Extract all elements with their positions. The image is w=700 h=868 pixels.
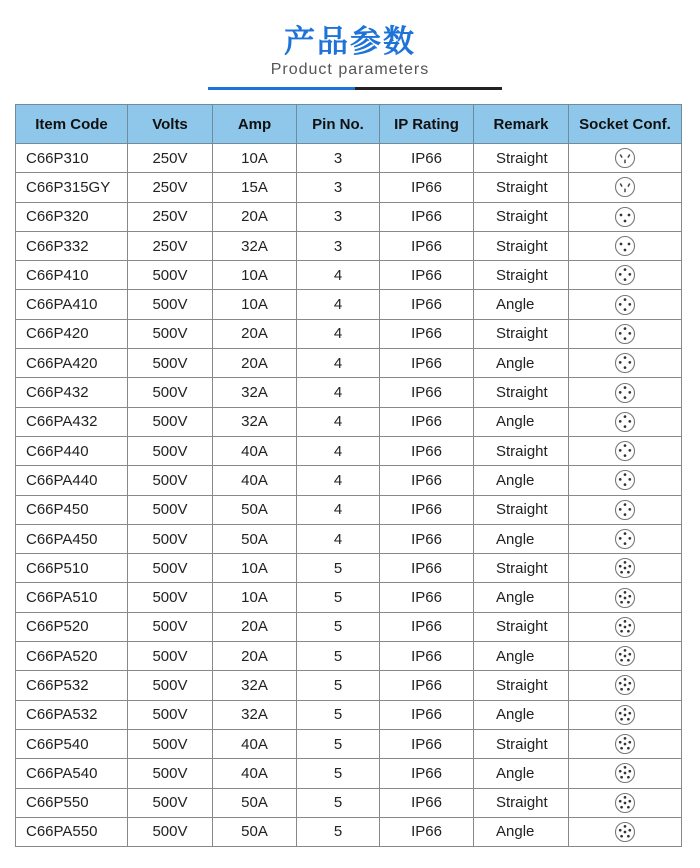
cell-volts: 500V <box>128 788 213 817</box>
cell-item-code: C66PA550 <box>16 817 128 846</box>
socket-5pin-icon <box>614 587 636 609</box>
cell-item-code: C66P320 <box>16 202 128 231</box>
cell-item-code: C66PA510 <box>16 583 128 612</box>
cell-pin-no: 4 <box>297 319 380 348</box>
cell-ip-rating: IP66 <box>380 759 474 788</box>
cell-volts: 500V <box>128 378 213 407</box>
underline-blue-segment <box>208 87 355 90</box>
socket-4pin-icon <box>614 440 636 462</box>
cell-amp: 20A <box>213 202 297 231</box>
cell-item-code: C66PA440 <box>16 466 128 495</box>
cell-ip-rating: IP66 <box>380 319 474 348</box>
cell-volts: 500V <box>128 407 213 436</box>
cell-remark: Angle <box>474 583 569 612</box>
column-header-pin-no: Pin No. <box>297 105 380 144</box>
column-header-amp: Amp <box>213 105 297 144</box>
table-row <box>16 788 682 817</box>
cell-volts: 500V <box>128 290 213 319</box>
cell-ip-rating: IP66 <box>380 495 474 524</box>
cell-item-code: C66PA532 <box>16 700 128 729</box>
cell-ip-rating: IP66 <box>380 642 474 671</box>
table-row <box>16 202 682 231</box>
cell-ip-rating: IP66 <box>380 700 474 729</box>
cell-socket-conf <box>569 349 682 378</box>
cell-socket-conf <box>569 671 682 700</box>
socket-4pin-icon <box>614 323 636 345</box>
cell-volts: 250V <box>128 202 213 231</box>
table-row <box>16 349 682 378</box>
table-row <box>16 173 682 202</box>
cell-ip-rating: IP66 <box>380 788 474 817</box>
socket-3pin-flat-icon <box>614 147 636 169</box>
cell-amp: 32A <box>213 671 297 700</box>
cell-volts: 500V <box>128 349 213 378</box>
cell-ip-rating: IP66 <box>380 554 474 583</box>
table-row <box>16 261 682 290</box>
cell-remark: Straight <box>474 554 569 583</box>
cell-amp: 50A <box>213 817 297 846</box>
cell-socket-conf <box>569 202 682 231</box>
cell-volts: 500V <box>128 729 213 758</box>
cell-volts: 500V <box>128 583 213 612</box>
cell-socket-conf <box>569 642 682 671</box>
cell-pin-no: 3 <box>297 173 380 202</box>
cell-remark: Straight <box>474 144 569 173</box>
cell-volts: 500V <box>128 671 213 700</box>
cell-volts: 500V <box>128 261 213 290</box>
cell-remark: Angle <box>474 700 569 729</box>
cell-socket-conf <box>569 173 682 202</box>
socket-5pin-icon <box>614 616 636 638</box>
underline-dark-segment <box>355 87 502 90</box>
cell-ip-rating: IP66 <box>380 378 474 407</box>
cell-ip-rating: IP66 <box>380 466 474 495</box>
cell-item-code: C66P440 <box>16 436 128 465</box>
socket-5pin-icon <box>614 674 636 696</box>
cell-socket-conf <box>569 788 682 817</box>
table-row <box>16 144 682 173</box>
cell-volts: 250V <box>128 173 213 202</box>
cell-pin-no: 5 <box>297 729 380 758</box>
cell-amp: 20A <box>213 349 297 378</box>
cell-remark: Straight <box>474 612 569 641</box>
cell-socket-conf <box>569 612 682 641</box>
cell-remark: Straight <box>474 202 569 231</box>
table-row <box>16 554 682 583</box>
cell-item-code: C66P420 <box>16 319 128 348</box>
cell-pin-no: 5 <box>297 788 380 817</box>
socket-5pin-icon <box>614 821 636 843</box>
cell-remark: Angle <box>474 524 569 553</box>
table-row <box>16 729 682 758</box>
socket-3pin-round-icon <box>614 206 636 228</box>
cell-item-code: C66PA420 <box>16 349 128 378</box>
cell-remark: Straight <box>474 378 569 407</box>
cell-amp: 40A <box>213 466 297 495</box>
socket-4pin-icon <box>614 499 636 521</box>
cell-remark: Angle <box>474 466 569 495</box>
cell-socket-conf <box>569 378 682 407</box>
cell-amp: 40A <box>213 759 297 788</box>
cell-pin-no: 5 <box>297 671 380 700</box>
cell-volts: 250V <box>128 231 213 260</box>
cell-socket-conf <box>569 144 682 173</box>
cell-volts: 500V <box>128 642 213 671</box>
cell-volts: 500V <box>128 466 213 495</box>
page-subtitle: Product parameters <box>270 61 430 78</box>
cell-volts: 500V <box>128 817 213 846</box>
socket-4pin-icon <box>614 264 636 286</box>
table-header-row <box>16 105 682 144</box>
cell-pin-no: 4 <box>297 349 380 378</box>
cell-amp: 32A <box>213 231 297 260</box>
cell-ip-rating: IP66 <box>380 729 474 758</box>
cell-amp: 10A <box>213 554 297 583</box>
cell-socket-conf <box>569 524 682 553</box>
cell-item-code: C66PA450 <box>16 524 128 553</box>
socket-3pin-round-icon <box>614 235 636 257</box>
cell-item-code: C66P332 <box>16 231 128 260</box>
cell-remark: Angle <box>474 407 569 436</box>
cell-remark: Straight <box>474 788 569 817</box>
cell-socket-conf <box>569 554 682 583</box>
column-header-socket-conf: Socket Conf. <box>569 105 682 144</box>
table-row <box>16 319 682 348</box>
cell-item-code: C66P315GY <box>16 173 128 202</box>
table-row <box>16 378 682 407</box>
column-header-ip-rating: IP Rating <box>380 105 474 144</box>
cell-item-code: C66P520 <box>16 612 128 641</box>
cell-amp: 32A <box>213 407 297 436</box>
cell-item-code: C66P550 <box>16 788 128 817</box>
cell-amp: 50A <box>213 524 297 553</box>
column-header-remark: Remark <box>474 105 569 144</box>
cell-remark: Angle <box>474 759 569 788</box>
cell-remark: Angle <box>474 817 569 846</box>
cell-volts: 500V <box>128 524 213 553</box>
cell-socket-conf <box>569 700 682 729</box>
cell-pin-no: 5 <box>297 759 380 788</box>
column-header-volts: Volts <box>128 105 213 144</box>
cell-volts: 500V <box>128 319 213 348</box>
cell-remark: Straight <box>474 173 569 202</box>
cell-pin-no: 5 <box>297 642 380 671</box>
table-row <box>16 700 682 729</box>
cell-amp: 32A <box>213 700 297 729</box>
cell-amp: 50A <box>213 788 297 817</box>
table-row <box>16 231 682 260</box>
socket-5pin-icon <box>614 762 636 784</box>
cell-volts: 250V <box>128 144 213 173</box>
cell-item-code: C66PA432 <box>16 407 128 436</box>
cell-socket-conf <box>569 729 682 758</box>
cell-item-code: C66P540 <box>16 729 128 758</box>
cell-pin-no: 4 <box>297 524 380 553</box>
cell-ip-rating: IP66 <box>380 144 474 173</box>
socket-5pin-icon <box>614 704 636 726</box>
table-row <box>16 817 682 846</box>
cell-socket-conf <box>569 759 682 788</box>
socket-4pin-icon <box>614 411 636 433</box>
cell-ip-rating: IP66 <box>380 671 474 700</box>
cell-socket-conf <box>569 261 682 290</box>
cell-ip-rating: IP66 <box>380 173 474 202</box>
cell-pin-no: 3 <box>297 202 380 231</box>
cell-item-code: C66PA410 <box>16 290 128 319</box>
cell-remark: Straight <box>474 671 569 700</box>
table-row <box>16 524 682 553</box>
cell-socket-conf <box>569 231 682 260</box>
cell-amp: 20A <box>213 612 297 641</box>
cell-amp: 50A <box>213 495 297 524</box>
socket-5pin-icon <box>614 645 636 667</box>
cell-remark: Straight <box>474 261 569 290</box>
cell-pin-no: 4 <box>297 436 380 465</box>
cell-pin-no: 3 <box>297 231 380 260</box>
socket-4pin-icon <box>614 294 636 316</box>
cell-pin-no: 4 <box>297 290 380 319</box>
cell-socket-conf <box>569 436 682 465</box>
cell-ip-rating: IP66 <box>380 349 474 378</box>
cell-amp: 10A <box>213 144 297 173</box>
table-row <box>16 671 682 700</box>
table-row <box>16 759 682 788</box>
socket-5pin-icon <box>614 557 636 579</box>
table-row <box>16 290 682 319</box>
cell-ip-rating: IP66 <box>380 436 474 465</box>
table-row <box>16 612 682 641</box>
cell-pin-no: 5 <box>297 583 380 612</box>
socket-4pin-icon <box>614 382 636 404</box>
socket-4pin-icon <box>614 469 636 491</box>
cell-pin-no: 5 <box>297 554 380 583</box>
table-row <box>16 436 682 465</box>
socket-4pin-icon <box>614 528 636 550</box>
cell-amp: 40A <box>213 436 297 465</box>
cell-amp: 15A <box>213 173 297 202</box>
cell-item-code: C66PA520 <box>16 642 128 671</box>
cell-ip-rating: IP66 <box>380 261 474 290</box>
socket-5pin-icon <box>614 792 636 814</box>
cell-pin-no: 5 <box>297 700 380 729</box>
cell-volts: 500V <box>128 700 213 729</box>
cell-ip-rating: IP66 <box>380 817 474 846</box>
cell-remark: Straight <box>474 319 569 348</box>
cell-ip-rating: IP66 <box>380 290 474 319</box>
cell-item-code: C66P532 <box>16 671 128 700</box>
cell-remark: Straight <box>474 495 569 524</box>
cell-item-code: C66P410 <box>16 261 128 290</box>
table-row <box>16 407 682 436</box>
cell-pin-no: 4 <box>297 495 380 524</box>
socket-5pin-icon <box>614 733 636 755</box>
cell-remark: Straight <box>474 231 569 260</box>
cell-ip-rating: IP66 <box>380 612 474 641</box>
page-title: 产品参数 <box>284 24 416 60</box>
cell-amp: 10A <box>213 261 297 290</box>
cell-amp: 20A <box>213 642 297 671</box>
cell-pin-no: 4 <box>297 261 380 290</box>
cell-volts: 500V <box>128 554 213 583</box>
socket-3pin-flat-icon <box>614 176 636 198</box>
socket-4pin-icon <box>614 352 636 374</box>
cell-socket-conf <box>569 407 682 436</box>
cell-item-code: C66P510 <box>16 554 128 583</box>
page-header <box>0 0 700 104</box>
cell-remark: Straight <box>474 729 569 758</box>
cell-ip-rating: IP66 <box>380 202 474 231</box>
cell-pin-no: 5 <box>297 612 380 641</box>
cell-remark: Angle <box>474 290 569 319</box>
cell-ip-rating: IP66 <box>380 231 474 260</box>
table-row <box>16 583 682 612</box>
cell-item-code: C66P432 <box>16 378 128 407</box>
cell-remark: Straight <box>474 436 569 465</box>
cell-amp: 10A <box>213 583 297 612</box>
cell-amp: 40A <box>213 729 297 758</box>
cell-volts: 500V <box>128 612 213 641</box>
table-body <box>16 144 682 847</box>
cell-ip-rating: IP66 <box>380 524 474 553</box>
table-row <box>16 642 682 671</box>
cell-pin-no: 4 <box>297 466 380 495</box>
cell-pin-no: 5 <box>297 817 380 846</box>
cell-item-code: C66PA540 <box>16 759 128 788</box>
cell-socket-conf <box>569 817 682 846</box>
title-underline <box>208 87 502 90</box>
cell-amp: 20A <box>213 319 297 348</box>
cell-remark: Angle <box>474 349 569 378</box>
cell-ip-rating: IP66 <box>380 407 474 436</box>
cell-socket-conf <box>569 466 682 495</box>
cell-socket-conf <box>569 319 682 348</box>
column-header-item-code: Item Code <box>16 105 128 144</box>
table-row <box>16 466 682 495</box>
cell-volts: 500V <box>128 759 213 788</box>
cell-pin-no: 4 <box>297 407 380 436</box>
cell-item-code: C66P450 <box>16 495 128 524</box>
cell-socket-conf <box>569 495 682 524</box>
cell-pin-no: 3 <box>297 144 380 173</box>
cell-amp: 10A <box>213 290 297 319</box>
product-parameters-table <box>15 104 682 847</box>
cell-socket-conf <box>569 583 682 612</box>
cell-pin-no: 4 <box>297 378 380 407</box>
cell-volts: 500V <box>128 495 213 524</box>
cell-ip-rating: IP66 <box>380 583 474 612</box>
cell-volts: 500V <box>128 436 213 465</box>
cell-socket-conf <box>569 290 682 319</box>
cell-item-code: C66P310 <box>16 144 128 173</box>
table-row <box>16 495 682 524</box>
cell-remark: Angle <box>474 642 569 671</box>
cell-amp: 32A <box>213 378 297 407</box>
